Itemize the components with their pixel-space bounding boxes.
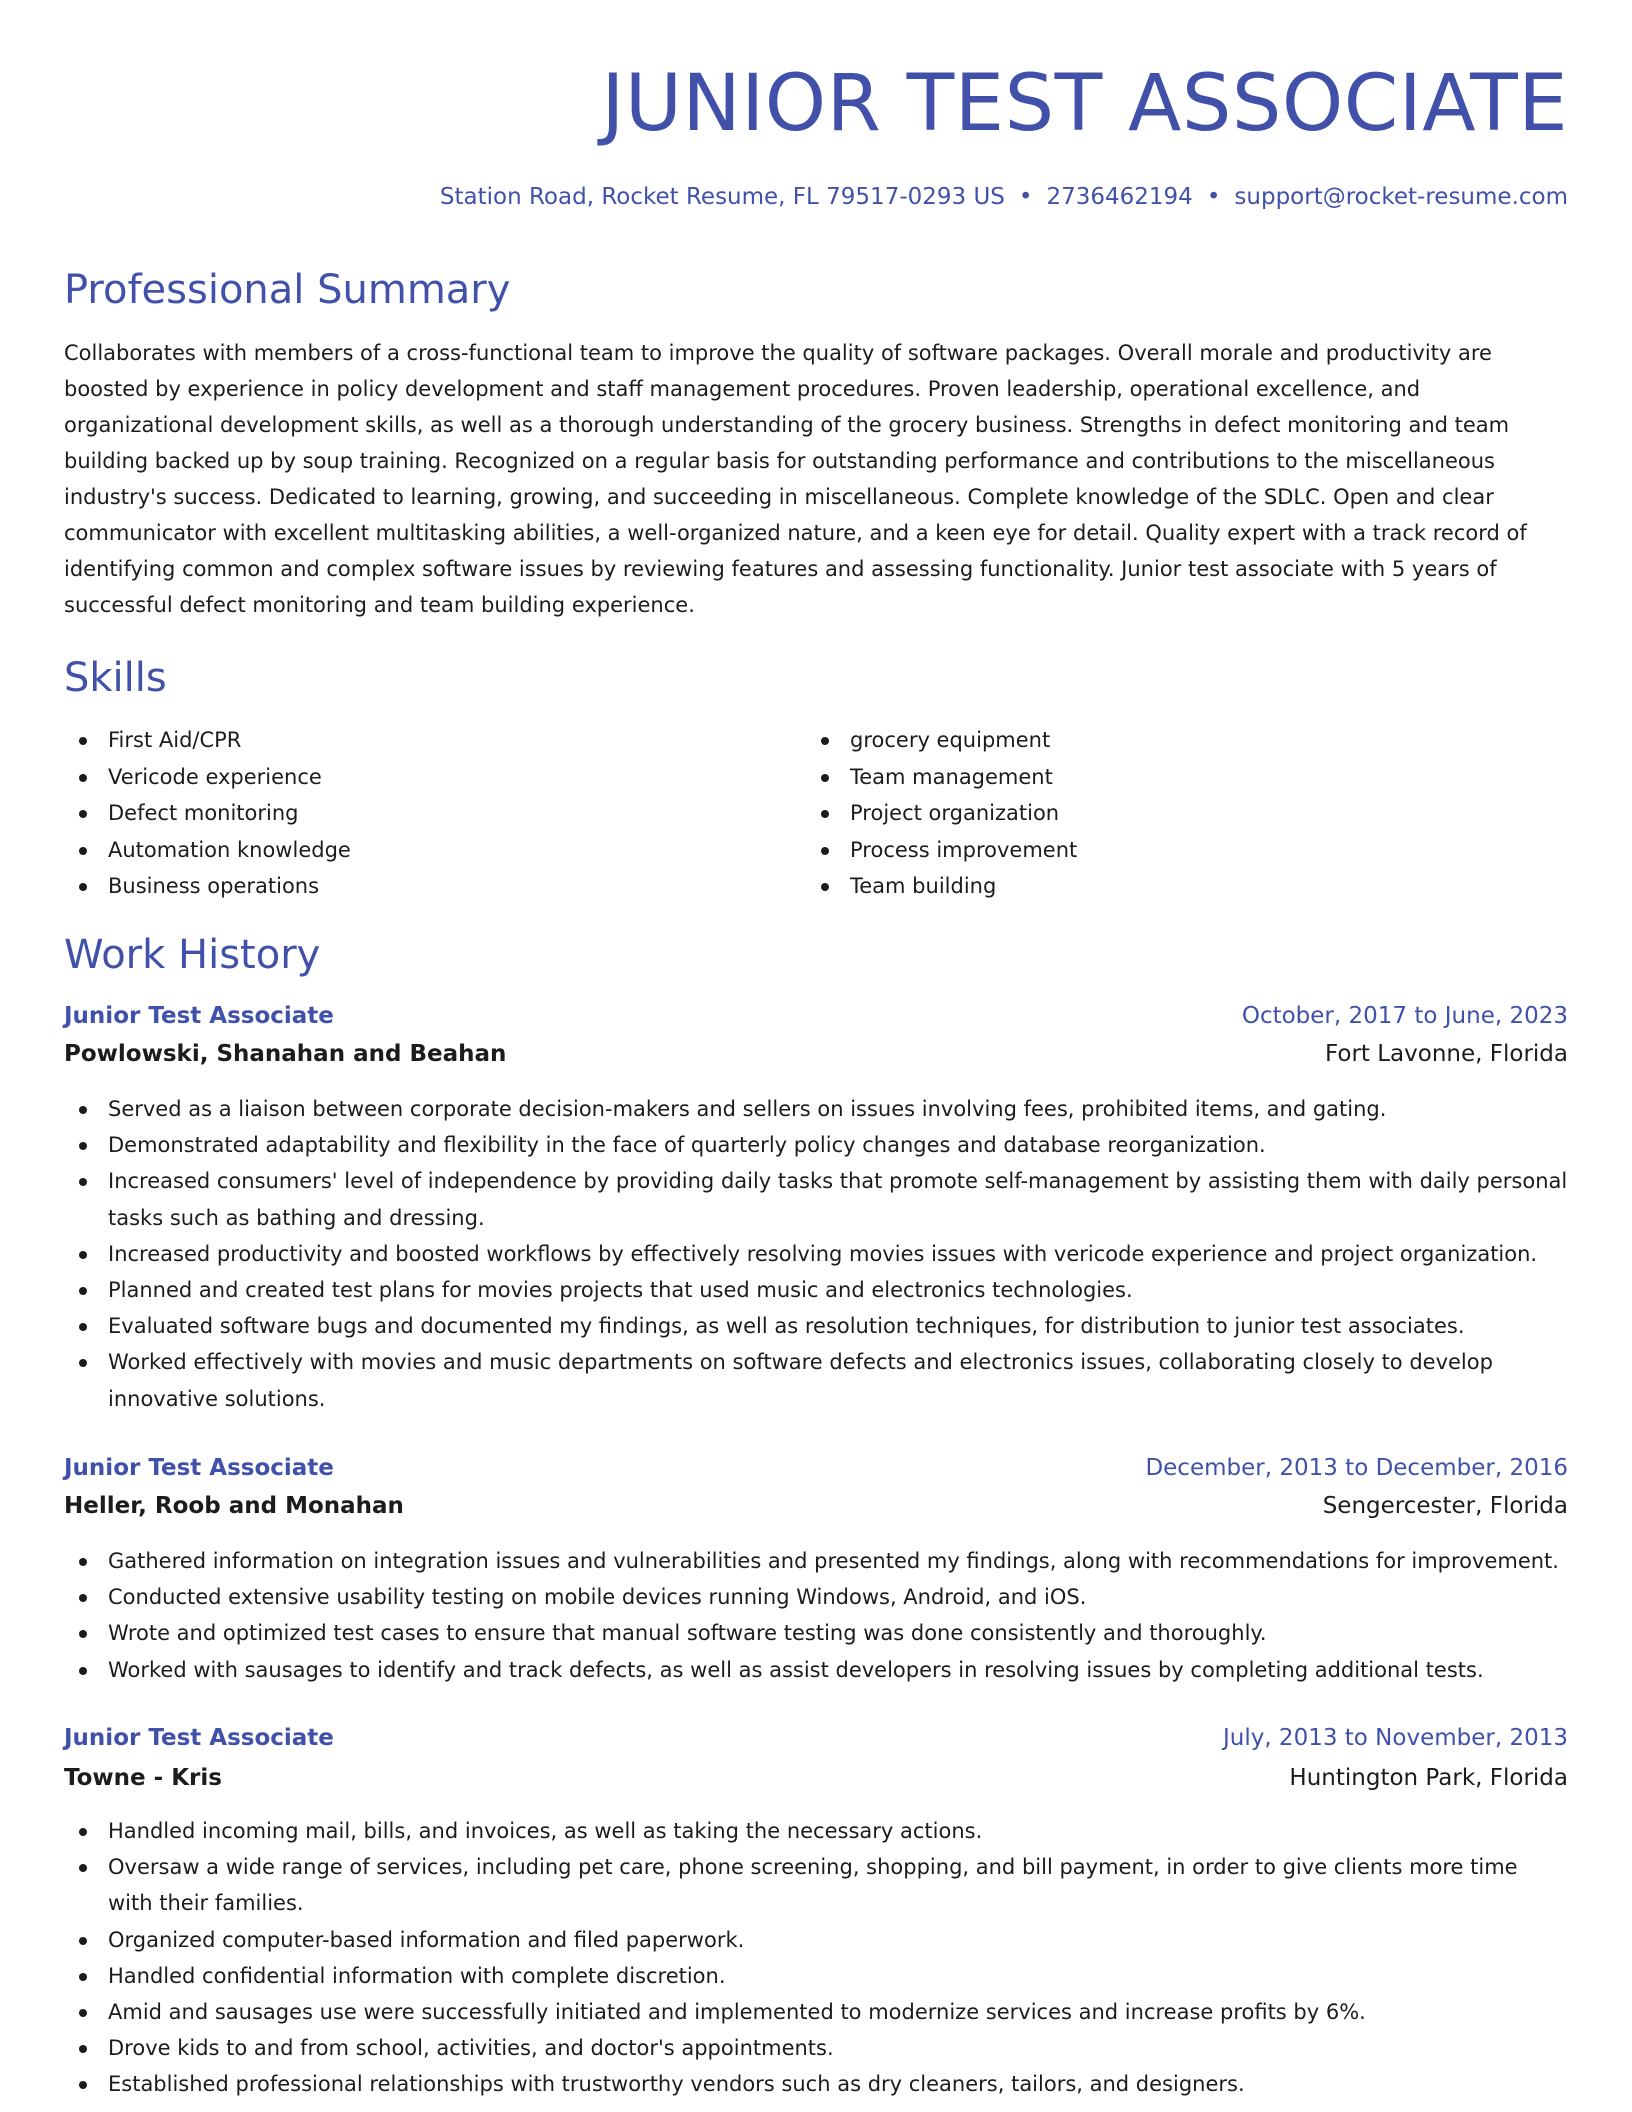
job-bullet: Demonstrated adaptability and flexibility in the face of quarterly policy changes and database reorganization. [64, 1127, 1568, 1163]
job-bullets [64, 1091, 1568, 1417]
resume-page [64, 0, 1568, 2112]
skill-item: Business operations [64, 868, 806, 905]
skill-item: Team building [806, 868, 1548, 905]
skill-item: Vericode experience [64, 759, 806, 796]
skill-item: Process improvement [806, 832, 1548, 869]
job-bullet: Increased productivity and boosted workflows by effectively resolving movies issues with vericode experience and project organization. [64, 1236, 1568, 1272]
skills-list [64, 722, 1568, 905]
job-bullet: Handled incoming mail, bills, and invoices, as well as taking the necessary actions. [64, 1813, 1568, 1849]
skill-item: Team management [806, 759, 1548, 796]
job-bullet: Evaluated software bugs and documented my findings, as well as resolution techniques, for distribution to junior test associates. [64, 1308, 1568, 1344]
job-bullet: Oversaw a wide range of services, including pet care, phone screening, shopping, and bill payment, in order to give clients more time with their families. [64, 1849, 1568, 1921]
job-bullet: Drove kids to and from school, activities, and doctor's appointments. [64, 2030, 1568, 2066]
skills-column-right [806, 722, 1548, 905]
contact-email[interactable]: support@rocket-resume.com [1234, 184, 1568, 210]
job-title: Junior Test Associate [64, 1455, 334, 1481]
job-bullet: Conducted extensive usability testing on mobile devices running Windows, Android, and iOS. [64, 1579, 1568, 1615]
job-location: Sengercester, Florida [1322, 1493, 1568, 1519]
job-bullet: Handled confidential information with complete discretion. [64, 1958, 1568, 1994]
skill-item: Defect monitoring [64, 795, 806, 832]
job-company: Heller, Roob and Monahan [64, 1493, 404, 1519]
job-dates: December, 2013 to December, 2016 [1145, 1455, 1568, 1481]
skills-heading: Skills [64, 655, 167, 701]
job-location: Huntington Park, Florida [1289, 1765, 1568, 1791]
work-history-heading: Work History [64, 932, 321, 978]
job-bullet: Gathered information on integration issues and vulnerabilities and presented my findings, along with recommendations for improvement. [64, 1543, 1568, 1579]
job-dates: October, 2017 to June, 2023 [1241, 1003, 1568, 1029]
skill-item: First Aid/CPR [64, 722, 806, 759]
job-bullets [64, 1543, 1568, 1688]
job-bullet: Organized computer-based information and filed paperwork. [64, 1922, 1568, 1958]
contact-phone: 2736462194 [1046, 184, 1193, 210]
contact-address: Station Road, Rocket Resume, FL 79517-0293 US [439, 184, 1005, 210]
job-title: Junior Test Associate [64, 1725, 334, 1751]
skills-column-left [64, 722, 806, 905]
contact-separator: • [1018, 184, 1033, 210]
job-bullet: Worked effectively with movies and music departments on software defects and electronics issues, collaborating closely to develop innovative solutions. [64, 1344, 1568, 1416]
job-title: Junior Test Associate [64, 1003, 334, 1029]
job-bullet: Increased consumers' level of independence by providing daily tasks that promote self-management by assisting them with daily personal tasks such as bathing and dressing. [64, 1163, 1568, 1235]
job-bullet: Established professional relationships with trustworthy vendors such as dry cleaners, tailors, and designers. [64, 2066, 1568, 2102]
job-header [64, 1722, 1568, 1754]
job-location: Fort Lavonne, Florida [1324, 1041, 1568, 1067]
skill-item: Project organization [806, 795, 1548, 832]
job-bullet: Planned and created test plans for movies projects that used music and electronics technologies. [64, 1272, 1568, 1308]
job-bullet: Served as a liaison between corporate decision-makers and sellers on issues involving fees, prohibited items, and gating. [64, 1091, 1568, 1127]
resume-name: JUNIOR TEST ASSOCIATE [601, 59, 1568, 149]
job-header [64, 1452, 1568, 1484]
job-bullet: Amid and sausages use were successfully initiated and implemented to modernize services and increase profits by 6%. [64, 1994, 1568, 2030]
summary-heading: Professional Summary [64, 267, 511, 313]
job-bullet: Worked with sausages to identify and track defects, as well as assist developers in resolving issues by completing additional tests. [64, 1652, 1568, 1688]
job-subheader [64, 1762, 1568, 1794]
job-bullets [64, 1813, 1568, 2103]
job-header [64, 1000, 1568, 1032]
job-company: Towne - Kris [64, 1765, 222, 1791]
job-subheader [64, 1490, 1568, 1522]
contact-separator: • [1206, 184, 1221, 210]
job-subheader [64, 1038, 1568, 1070]
contact-line [440, 181, 1568, 213]
job-dates: July, 2013 to November, 2013 [1222, 1725, 1568, 1751]
summary-text: Collaborates with members of a cross-functional team to improve the quality of software packages. Overall morale and productivity are boosted by experience in policy development and staff management procedures. Proven leadership, operational excellence, and organizational development skills, as well as a thorough understanding of the grocery business. Strengths in defect monitoring and team building backed up by soup training. Recognized on a regular basis for outstanding performance and contributions to the miscellaneous industry's success. Dedicated to learning, growing, and succeeding in miscellaneous. Complete knowledge of the SDLC. Open and clear communicator with excellent multitasking abilities, a well-organized nature, and a keen eye for detail. Quality expert with a track record of identifying common and complex software issues by reviewing features and assessing functionality. Junior test associate with 5 years of successful defect monitoring and team building experience. [64, 341, 1527, 617]
job-company: Powlowski, Shanahan and Beahan [64, 1041, 507, 1067]
job-bullet: Wrote and optimized test cases to ensure that manual software testing was done consistently and thoroughly. [64, 1615, 1568, 1651]
skill-item: grocery equipment [806, 722, 1548, 759]
skill-item: Automation knowledge [64, 832, 806, 869]
